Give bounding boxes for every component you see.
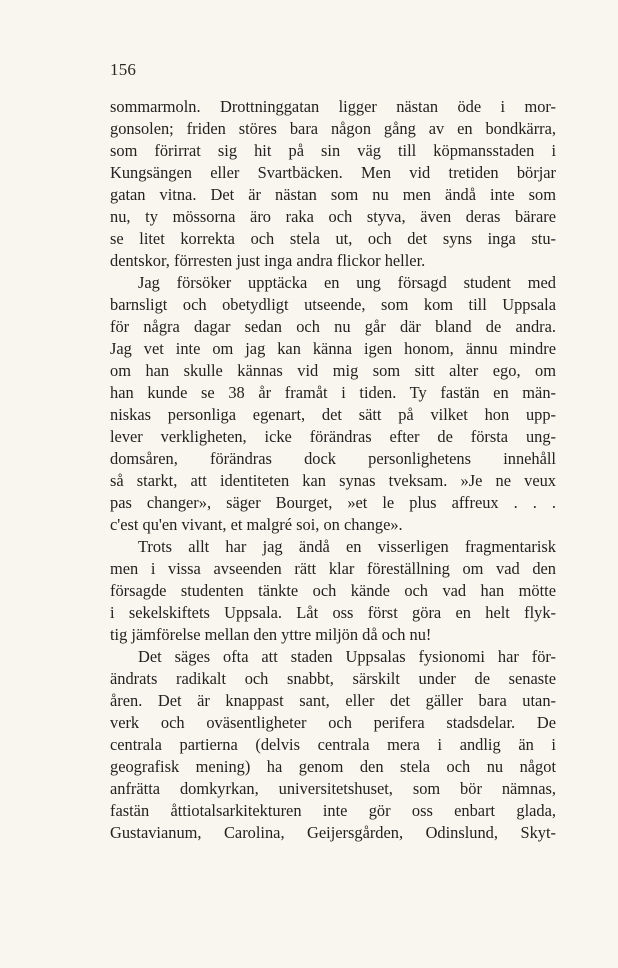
text-line: sommarmoln. Drottninggatan ligger nästan öde i mor- bbox=[110, 97, 556, 116]
text-line: som förirrat sig hit på sin väg till köpmansstaden i bbox=[110, 141, 556, 160]
text-line: men i vissa avseenden rätt klar föreställning om vad den bbox=[110, 559, 556, 578]
text-line: se litet korrekta och stela ut, och det syns inga stu- bbox=[110, 229, 556, 248]
text-line: Det säges ofta att staden Uppsalas fysionomi har för- bbox=[138, 647, 556, 666]
text-line: anfrätta domkyrkan, universitetshuset, som bör nämnas, bbox=[110, 779, 556, 798]
text-line: nu, ty mössorna äro raka och styva, även deras bärare bbox=[110, 207, 556, 226]
text-line: i sekelskiftets Uppsala. Låt oss först göra en helt flyk- bbox=[110, 603, 556, 622]
page-number: 156 bbox=[110, 60, 137, 79]
text-line: dentskor, förresten just inga andra flickor heller. bbox=[110, 251, 426, 270]
text-line: åren. Det är knappast sant, eller det gäller bara utan- bbox=[110, 691, 556, 710]
text-line: Trots allt har jag ändå en visserligen fragmentarisk bbox=[138, 537, 556, 556]
text-line: Jag försöker upptäcka en ung försagd student med bbox=[138, 273, 556, 292]
text-line: Jag vet inte om jag kan känna igen honom, ännu mindre bbox=[110, 339, 556, 358]
text-line: c'est qu'en vivant, et malgré soi, on change». bbox=[110, 515, 403, 534]
text-line: gonsolen; friden störes bara någon gång av en bondkärra, bbox=[110, 119, 556, 138]
text-line: verk och oväsentligheter och perifera stadsdelar. De bbox=[110, 713, 556, 732]
text-line: om han skulle kännas vid mig som sitt alter ego, om bbox=[110, 361, 556, 380]
text-line: pas changer», säger Bourget, »et le plus affreux . . . bbox=[110, 493, 556, 512]
text-line: Kungsängen eller Svartbäcken. Men vid tretiden börjar bbox=[110, 163, 556, 182]
text-line: fastän åttiotalsarkitekturen inte gör oss enbart glada, bbox=[110, 801, 556, 820]
text-line: så starkt, att identiteten kan synas tveksam. »Je ne veux bbox=[110, 471, 556, 490]
text-line: barnsligt och obetydligt utseende, som kom till Uppsala bbox=[110, 295, 556, 314]
body-text bbox=[110, 96, 556, 844]
text-line: för några dagar sedan och nu går där bland de andra. bbox=[110, 317, 556, 336]
text-line: ändrats radikalt och snabbt, särskilt under de senaste bbox=[110, 669, 556, 688]
text-line: gatan vitna. Det är nästan som nu men ändå inte som bbox=[110, 185, 556, 204]
text-line: niskas personliga egenart, det sätt på vilket hon upp- bbox=[110, 405, 556, 424]
text-line: lever verkligheten, icke förändras efter de första ung- bbox=[110, 427, 556, 446]
text-line: försagde studenten tänkte och kände och vad han mötte bbox=[110, 581, 556, 600]
text-line: tig jämförelse mellan den yttre miljön då och nu! bbox=[110, 625, 432, 644]
text-line: geografisk mening) ha genom den stela och nu något bbox=[110, 757, 556, 776]
text-line: domsåren, förändras dock personlighetens innehåll bbox=[110, 449, 556, 468]
text-line: Gustavianum, Carolina, Geijersgården, Odinslund, Skyt- bbox=[110, 823, 556, 842]
text-line: centrala partierna (delvis centrala mera i andlig än i bbox=[110, 735, 556, 754]
text-line: han kunde se 38 år framåt i tiden. Ty fastän en män- bbox=[110, 383, 556, 402]
